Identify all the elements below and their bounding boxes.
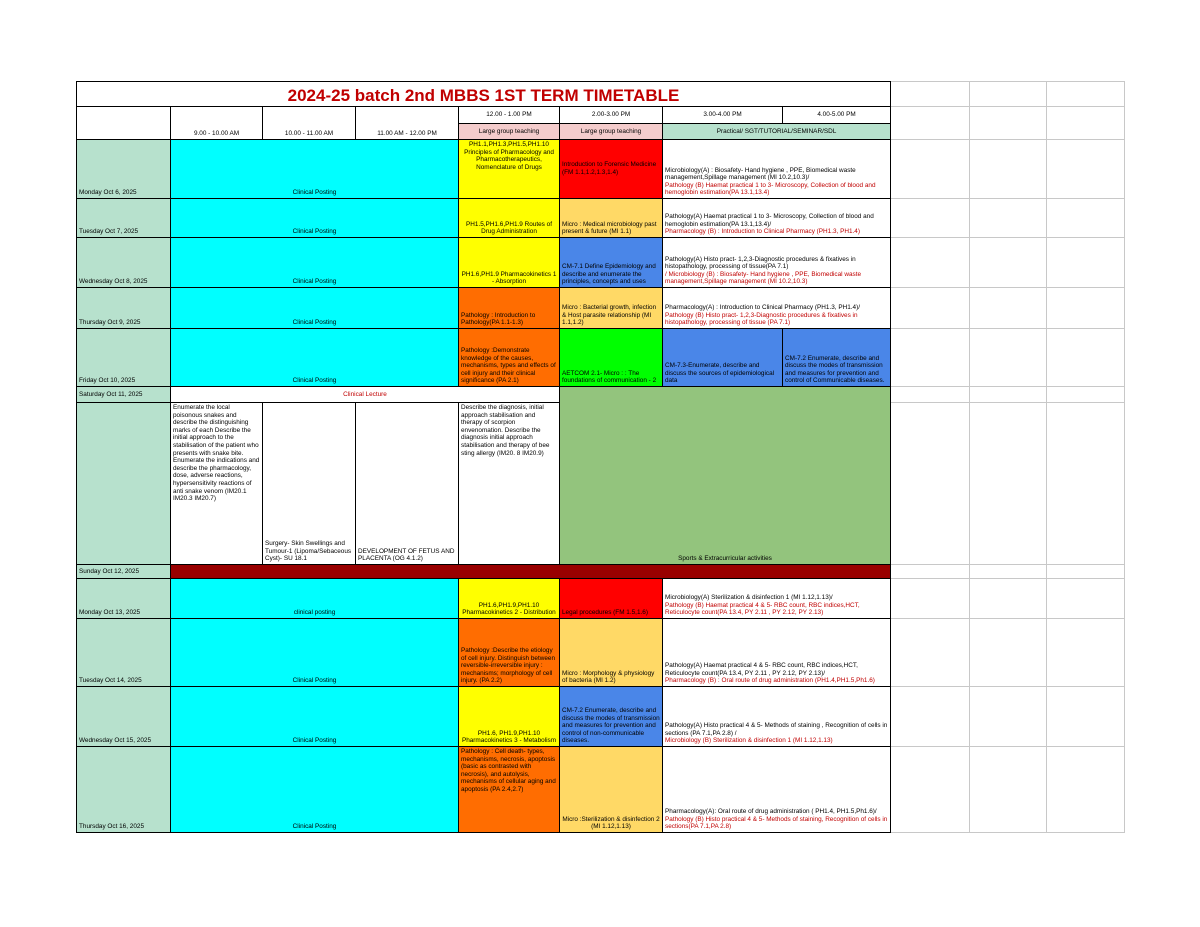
microbiology-lecture: Micro : Medical microbiology past present & future (MI 1.1) [560, 199, 663, 238]
empty-cell [1047, 403, 1125, 565]
empty-cell [891, 107, 970, 140]
practical-batch-a: Pathology(A) Haemat practical 1 to 3- Microscopy, Collection of blood and hemoglobin estimation(PA 13.1,13.4)/ [665, 213, 874, 228]
day-label: Wednesday Oct 8, 2025 [76, 238, 171, 288]
medicine-lecture: Enumerate the local poisonous snakes and describe the distinguishing marks of each Describe the initial approach to the stabilisation of the patient who presents with snake bite. Enumerate the indications and describe the pharmacology, dose, adverse reactions, hypersensitivity reactions of anti snake venom (IM20.1 IM20.3 IM20.7) [171, 403, 263, 565]
empty-cell [1047, 747, 1125, 833]
practical-session [663, 199, 891, 238]
obstetrics-lecture: DEVELOPMENT OF FETUS AND PLACENTA (OG 4.1.2) [356, 403, 459, 565]
empty-cell [970, 619, 1047, 687]
community-medicine-lecture: CM-7.1 Define Epidemiology and describe and enumerate the principles, concepts and uses [560, 238, 663, 288]
practical-batch-b: Pathology (B) Histo pract- 1,2,3-Diagnostic procedures & fixatives in histopathology, processing of tissue (PA 7.1) [665, 311, 858, 327]
pathology-lecture: Pathology :Describe the etiology of cell injury. Distinguish between reversible-irreversible injury : mechanisms; morphology of cell injury. (PA 2.2) [459, 619, 560, 687]
pharmacology-lecture: PH1.6,PH1.9,PH1.10 Pharmacokinetics 2 - Distribution [459, 579, 560, 619]
microbiology-lecture: Micro : Bacterial growth, infection & Host parasite relationship (MI 1.1,1.2) [560, 288, 663, 329]
day-label: Thursday Oct 16, 2025 [76, 747, 171, 833]
practical-session [663, 238, 891, 288]
microbiology-lecture: Micro : Morphology & physiology of bacteria (MI 1.2) [560, 619, 663, 687]
practical-batch-b: Microbiology (B) Sterilization & disinfection 1 (MI 1.12,1.13) [665, 737, 833, 745]
practical-session [663, 619, 891, 687]
community-medicine-session: CM-7.2 Enumerate, describe and discuss the modes of transmission and measures for prevention and control of Communicable diseases. [783, 329, 891, 387]
timetable [76, 81, 1125, 833]
medicine-lecture: Describe the diagnosis, initial approach stabilisation and therapy of scorpion envenomation. Describe the diagnosis initial approach stabilisation and therapy of bee sting allergy (IM20. 8 IM20.9) [459, 403, 560, 565]
pathology-lecture: Pathology : Cell death- types, mechanisms, necrosis, apoptosis (basic as contrasted with necrosis), and autolysis, mechanisms of cellular aging and apoptosis (PA 2.4,2.7) [459, 747, 560, 833]
empty-cell [891, 238, 970, 288]
day-label: Wednesday Oct 15, 2025 [76, 687, 171, 747]
aetcom-session: AETCOM 2.1- Micro : : The foundations of communication - 2 [560, 329, 663, 387]
day-label: Monday Oct 6, 2025 [76, 140, 171, 199]
empty-cell [970, 687, 1047, 747]
empty-cell [891, 329, 970, 387]
empty-cell [970, 403, 1047, 565]
time-header-2pm: 2.00-3.00 PM [560, 107, 663, 124]
pathology-lecture: Pathology : Introduction to Pathology(PA 1.1-1.3) [459, 288, 560, 329]
practical-batch-a: Pathology(A) Histo practical 4 & 5- Methods of staining , Recognition of cells in sections (PA 7.1,PA 2.8) / [665, 722, 888, 737]
clinical-posting: Clinical Posting [171, 687, 459, 747]
session-type-practical: Practical/ SGT/TUTORIAL/SEMINAR/SDL [663, 124, 891, 140]
practical-batch-a: Pharmacology(A) : Introduction to Clinical Pharmacy (PH1.3, PH1.4)/ [665, 304, 860, 312]
practical-session [663, 140, 891, 199]
empty-cell [1047, 687, 1125, 747]
empty-cell [1047, 140, 1125, 199]
practical-batch-b: Pathology (B) Histo practical 4 & 5- Methods of staining, Recognition of cells in sections(PA 7.1,PA 2.8) [665, 815, 888, 831]
pathology-lecture: Pathology :Demonstrate knowledge of the causes, mechanisms, types and effects of cell injury and their clinical significance (PA 2.1) [459, 329, 560, 387]
day-label: Friday Oct 10, 2025 [76, 329, 171, 387]
empty-cell [891, 747, 970, 833]
sunday-holiday-bar [171, 565, 891, 579]
empty-cell [970, 107, 1047, 140]
practical-batch-a: Microbiology(A) Sterilization & disinfection 1 (MI 1.12,1.13)/ [665, 594, 833, 602]
empty-cell [970, 747, 1047, 833]
practical-batch-b: Pathology (B) Haemat practical 4 & 5- RBC count, RBC indices,HCT, Reticulocyte count(PA 13.4, PY 2.11 , PY 2.12, PY 2.13) [665, 601, 860, 617]
corner-cell [76, 107, 171, 140]
empty-cell [970, 329, 1047, 387]
session-type-large-group: Large group teaching [459, 124, 560, 140]
empty-cell [1047, 329, 1125, 387]
empty-cell [891, 687, 970, 747]
empty-cell [891, 565, 970, 579]
clinical-posting: Clinical Posting [171, 288, 459, 329]
empty-cell [1047, 81, 1125, 107]
practical-session [663, 747, 891, 833]
clinical-posting: Clinical Posting [171, 140, 459, 199]
empty-cell [970, 199, 1047, 238]
time-header-3pm: 3.00-4.00 PM [663, 107, 783, 124]
empty-cell [891, 387, 970, 403]
time-header-12pm: 12.00 - 1.00 PM [459, 107, 560, 124]
community-medicine-session: CM-7.3-Enumerate, describe and discuss the sources of epidemiological data [663, 329, 783, 387]
practical-batch-b: Pharmacology (B) : Oral route of drug administration (PH1.4,PH1.5,Ph1.6) [665, 677, 875, 685]
clinical-posting: Clinical Posting [171, 619, 459, 687]
empty-cell [891, 579, 970, 619]
pharmacology-lecture: PH1.5,PH1.6,PH1.9 Routes of Drug Administration [459, 199, 560, 238]
pharmacology-lecture: PH1.1,PH1.3,PH1.5,PH1.10 Principles of Pharmacology and Pharmacotherapeutics, Nomenclature of Drugs [459, 140, 560, 199]
day-label: Tuesday Oct 7, 2025 [76, 199, 171, 238]
forensic-lecture: Legal procedures (FM 1.5,1.6) [560, 579, 663, 619]
practical-batch-a: Pharmacology(A): Oral route of drug administration ( PH1.4, PH1.5,Ph1.6)/ [665, 808, 877, 816]
clinical-posting: Clinical Posting [171, 747, 459, 833]
clinical-posting: clinical posting [171, 579, 459, 619]
empty-cell [970, 565, 1047, 579]
practical-session [663, 288, 891, 329]
empty-cell [1047, 579, 1125, 619]
pharmacology-lecture: PH1.6, PH1.9,PH1.10 Pharmacokinetics 3 - Metabolism [459, 687, 560, 747]
empty-cell [891, 81, 970, 107]
empty-cell [891, 403, 970, 565]
time-header-10am: 10.00 - 11.00 AM [263, 107, 356, 140]
empty-cell [1047, 387, 1125, 403]
clinical-posting: Clinical Posting [171, 329, 459, 387]
practical-batch-b: / Microbiology (B) : Biosafety- Hand hygiene , PPE, Biomedical waste management,Spillage management (MI 10.2,10.3) [665, 270, 862, 286]
surgery-lecture: Surgery- Skin Swellings and Tumour-1 (Lipoma/Sebaceous Cyst)- SU 18.1 [263, 403, 356, 565]
page-title: 2024-25 batch 2nd MBBS 1ST TERM TIMETABLE [76, 81, 891, 107]
empty-cell [1047, 238, 1125, 288]
clinical-posting: Clinical Posting [171, 199, 459, 238]
empty-cell [970, 140, 1047, 199]
empty-cell [1047, 199, 1125, 238]
empty-cell [891, 140, 970, 199]
practical-session [663, 579, 891, 619]
day-label: Monday Oct 13, 2025 [76, 579, 171, 619]
empty-cell [1047, 288, 1125, 329]
clinical-posting: Clinical Posting [171, 238, 459, 288]
empty-cell [970, 238, 1047, 288]
practical-batch-b: Pharmacology (B) : Introduction to Clinical Pharmacy (PH1.3, PH1.4) [665, 228, 860, 236]
community-medicine-lecture: CM-7.2 Enumerate, describe and discuss the modes of transmission and measures for prevention and control of non-communicable diseases. [560, 687, 663, 747]
empty-cell [891, 619, 970, 687]
day-label: Sunday Oct 12, 2025 [76, 565, 171, 579]
pharmacology-lecture: PH1.6,PH1.9 Pharmacokinetics 1 - Absorption [459, 238, 560, 288]
empty-cell [970, 81, 1047, 107]
clinical-lecture-header: Clinical Lecture [171, 387, 560, 403]
day-label-spacer [76, 403, 171, 565]
practical-batch-a: Pathology(A) Histo pract- 1,2,3-Diagnostic procedures & fixatives in histopathology, processing of tissue(PA 7.1) [665, 255, 856, 271]
practical-batch-a: Microbiology(A) : Biosafety- Hand hygiene , PPE, Biomedical waste management,Spillage management (MI 10.2,10.3)/ [665, 166, 856, 182]
microbiology-lecture: Micro :Sterilization & disinfection 2 (MI 1.12,1.13) [560, 747, 663, 833]
empty-cell [970, 579, 1047, 619]
empty-cell [1047, 619, 1125, 687]
time-header-9am: 9.00 - 10.00 AM [171, 107, 263, 140]
day-label: Saturday Oct 11, 2025 [76, 387, 171, 403]
empty-cell [1047, 565, 1125, 579]
session-type-large-group: Large group teaching [560, 124, 663, 140]
empty-cell [891, 199, 970, 238]
practical-session [663, 687, 891, 747]
empty-cell [970, 288, 1047, 329]
empty-cell [1047, 107, 1125, 140]
forensic-lecture: Introduction to Forensic Medicine (FM 1.1,1.2,1.3,1.4) [560, 140, 663, 199]
day-label: Thursday Oct 9, 2025 [76, 288, 171, 329]
day-label: Tuesday Oct 14, 2025 [76, 619, 171, 687]
sports-activities: Sports & Extracurricular activities [560, 387, 891, 565]
practical-batch-b: Pathology (B) Haemat practical 1 to 3- Microscopy, Collection of blood and hemoglobin estimation(PA 13.1,13.4) [665, 181, 876, 197]
time-header-11am: 11.00 AM - 12.00 PM [356, 107, 459, 140]
empty-cell [891, 288, 970, 329]
practical-batch-a: Pathology(A) Haemat practical 4 & 5- RBC count, RBC indices,HCT, Reticulocyte count(PA 13.4, PY 2.11 , PY 2.12, PY 2.13)/ [665, 662, 858, 677]
empty-cell [970, 387, 1047, 403]
time-header-4pm: 4.00-5.00 PM [783, 107, 891, 124]
